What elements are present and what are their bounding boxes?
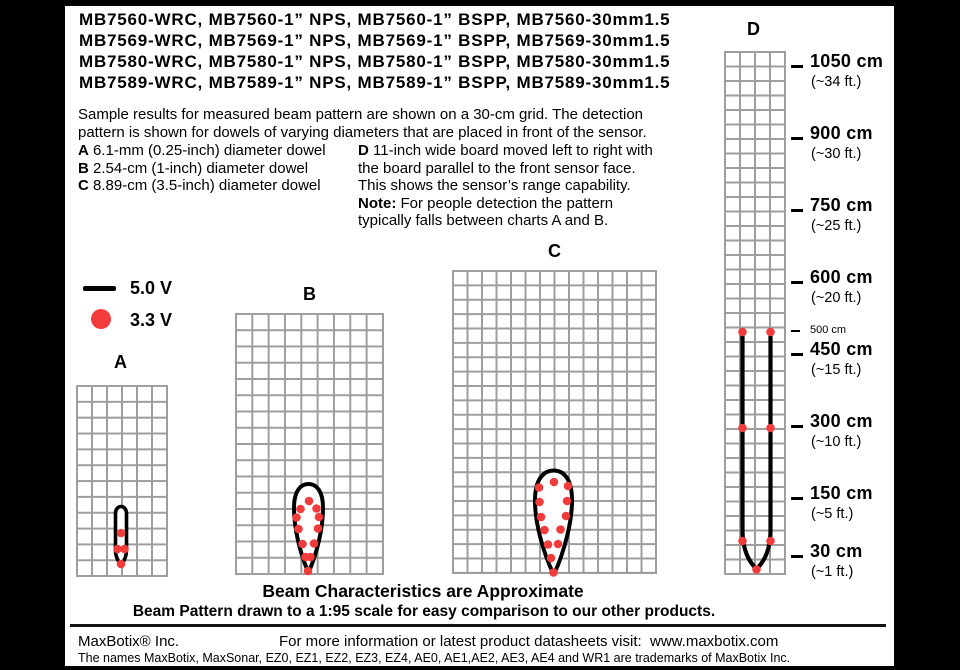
note-line-2: typically falls between charts A and B. [358, 212, 609, 229]
scale-label-450cm: 450 cm [810, 339, 873, 359]
scale-label-500cm: 500 cm [810, 324, 847, 336]
scale-label-900cm: 900 cm [810, 123, 873, 143]
grid-d [724, 51, 786, 575]
footer-trademarks: The names MaxBotix, MaxSonar, EZ0, EZ1, EZ2, EZ3, EZ4, AE0, AE1,AE2, AE3, AE4 and WR1 are trademarks of MaxBotix Inc. [78, 651, 791, 665]
scale-label-150cm: 150 cm [810, 483, 873, 503]
dowel-item-a [78, 142, 326, 160]
note-label: Note: [358, 194, 397, 212]
footer-divider [70, 624, 886, 627]
chart-label-d: D [747, 19, 760, 39]
note-line-1 [358, 195, 653, 213]
grid-c [452, 270, 657, 574]
board-text-1: 11-inch wide board moved left to right with [373, 142, 653, 159]
dowel-key-b: B [78, 159, 89, 177]
scale-tick-750cm [791, 209, 803, 212]
scale-tick-600cm [791, 281, 803, 284]
scale-label-1050cm: 1050 cm [810, 51, 884, 71]
approx-note-line-2: Beam Pattern drawn to a 1:95 scale for easy comparison to our other products. [132, 603, 716, 620]
board-note [358, 142, 653, 230]
product-title-block [79, 9, 670, 93]
scale-ft-label-600cm: (~20 ft.) [811, 290, 862, 306]
scale-label-30cm: 30 cm [810, 541, 863, 561]
chart-label-b: B [303, 284, 316, 304]
scale-ft-label-900cm: (~30 ft.) [811, 146, 862, 162]
board-key-d: D [358, 142, 369, 159]
dowel-item-c [78, 177, 326, 195]
scale-tick-500cm [791, 330, 800, 332]
grid-b [235, 313, 384, 575]
scale-tick-150cm [791, 497, 803, 500]
scale-tick-30cm [791, 555, 803, 558]
footer-info: For more information or latest product datasheets visit: www.maxbotix.com [279, 633, 779, 650]
dowel-item-b [78, 160, 326, 178]
scale-label-600cm: 600 cm [810, 267, 873, 287]
description-line-2: pattern is shown for dowels of varying diameters that are placed in front of the sensor. [78, 123, 647, 141]
scale-ft-label-1050cm: (~34 ft.) [811, 74, 862, 90]
scale-tick-450cm [791, 353, 803, 356]
board-line-1 [358, 142, 653, 160]
scale-ft-label-450cm: (~15 ft.) [811, 362, 862, 378]
grid-a [76, 385, 168, 577]
footer-company: MaxBotix® Inc. [78, 633, 180, 650]
board-line-2: the board parallel to the front sensor face. [358, 159, 636, 177]
scale-tick-300cm [791, 425, 803, 428]
title-line-3: MB7580-WRC, MB7580-1” NPS, MB7580-1” BSPP, MB7580-30mm1.5 [79, 52, 671, 71]
dowel-text-c: 8.89-cm (3.5-inch) diameter dowel [93, 177, 321, 194]
title-line-2: MB7569-WRC, MB7569-1” NPS, MB7569-1” BSPP, MB7569-30mm1.5 [79, 31, 671, 50]
dowel-text-b: 2.54-cm (1-inch) diameter dowel [93, 159, 309, 177]
scale-ft-label-750cm: (~25 ft.) [811, 218, 862, 234]
description-line-1: Sample results for measured beam pattern are shown on a 30-cm grid. The detection [78, 106, 644, 123]
dowel-text-a: 6.1-mm (0.25-inch) diameter dowel [93, 142, 326, 159]
approx-note-line-1: Beam Characteristics are Approximate [262, 581, 584, 601]
board-line-3: This shows the sensor’s range capability. [358, 177, 631, 194]
title-line-4: MB7589-WRC, MB7589-1” NPS, MB7589-1” BSPP, MB7589-30mm1.5 [79, 73, 671, 92]
dowel-list [78, 142, 326, 195]
note-text-1: For people detection the pattern [400, 194, 614, 212]
scale-ft-label-150cm: (~5 ft.) [811, 506, 854, 522]
scale-tick-900cm [791, 137, 803, 140]
legend-3v3-dot-swatch [91, 309, 111, 329]
scale-ft-label-30cm: (~1 ft.) [811, 564, 854, 580]
chart-label-a: A [114, 352, 127, 372]
scale-tick-1050cm [791, 65, 803, 68]
scale-ft-label-300cm: (~10 ft.) [811, 434, 862, 450]
dowel-key-a: A [78, 142, 89, 159]
legend-5v-line-swatch [83, 286, 116, 291]
scale-label-750cm: 750 cm [810, 195, 873, 215]
title-line-1: MB7560-WRC, MB7560-1” NPS, MB7560-1” BSPP, MB7560-30mm1.5 [79, 10, 671, 29]
scale-label-300cm: 300 cm [810, 411, 873, 431]
legend-3v3-label: 3.3 V [130, 310, 173, 330]
dowel-key-c: C [78, 177, 89, 194]
description-paragraph [78, 106, 647, 141]
chart-label-c: C [548, 241, 561, 261]
legend-5v-label: 5.0 V [130, 278, 173, 298]
